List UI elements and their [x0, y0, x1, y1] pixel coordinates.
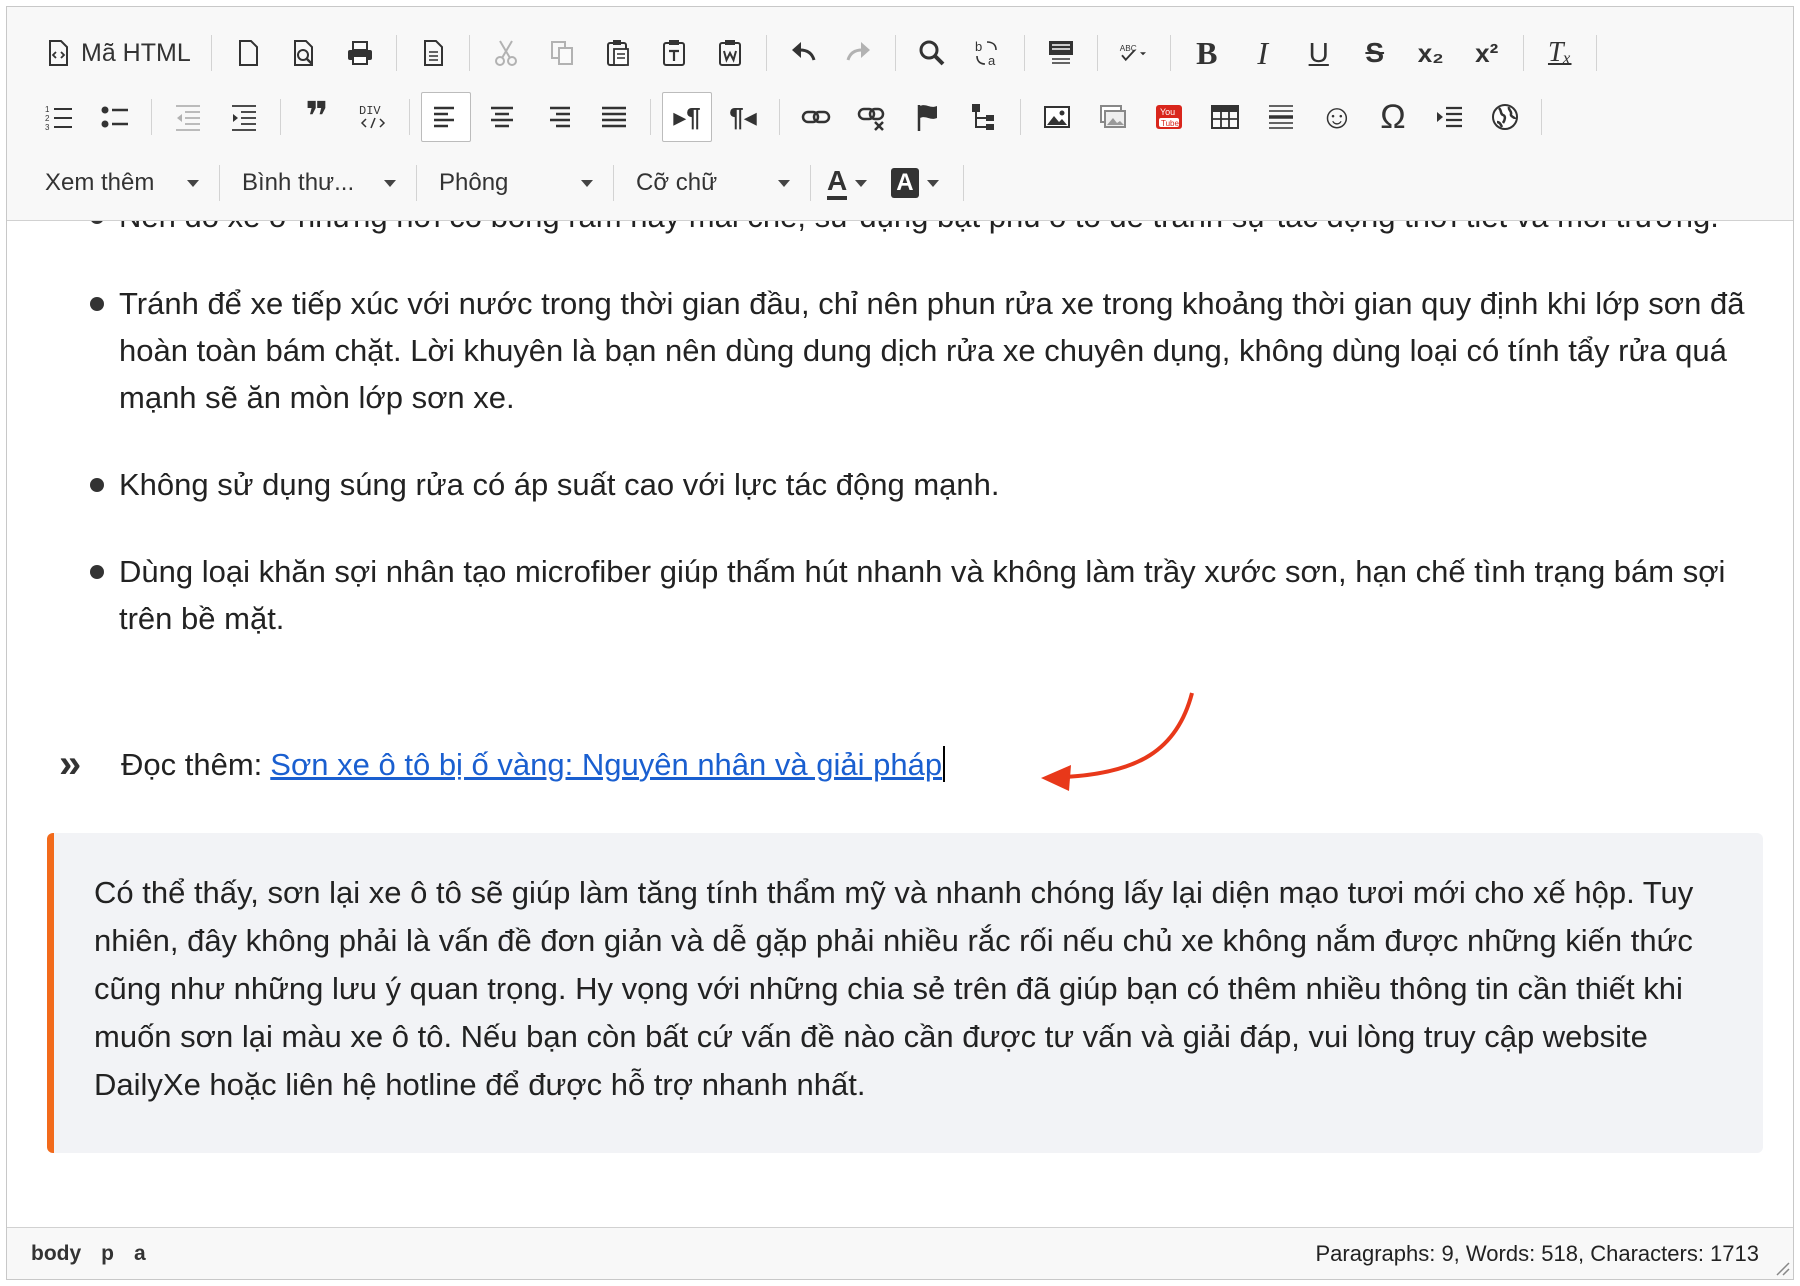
list-item — [119, 280, 1759, 421]
toolbar-separator — [1024, 35, 1025, 71]
svg-text:1: 1 — [45, 105, 50, 114]
search-icon — [917, 38, 947, 68]
align-right-icon — [543, 102, 573, 132]
blockquote-button[interactable] — [292, 92, 342, 142]
toolbar-row-2 — [31, 89, 1550, 145]
bullet-icon — [90, 478, 104, 492]
resize-handle-icon[interactable] — [1773, 1259, 1791, 1277]
ltr-button[interactable] — [662, 92, 712, 142]
template-icon — [418, 38, 448, 68]
paste-word-button[interactable] — [705, 28, 755, 78]
image-icon — [1042, 102, 1072, 132]
print-button[interactable] — [335, 28, 385, 78]
text-cursor — [943, 746, 945, 782]
bullet-icon — [90, 297, 104, 311]
find-button[interactable] — [907, 28, 957, 78]
replace-icon — [973, 38, 1003, 68]
omega-icon: Ω — [1380, 98, 1406, 136]
text-color-button[interactable] — [819, 159, 875, 207]
toolbar-separator — [396, 35, 397, 71]
toolbar-separator — [963, 165, 964, 201]
toolbar-separator — [151, 99, 152, 135]
globe-icon — [1490, 102, 1520, 132]
toolbar-separator — [469, 35, 470, 71]
svg-text:Tube: Tube — [1161, 119, 1179, 128]
clipboard-word-icon — [715, 38, 745, 68]
youtube-icon — [1154, 102, 1184, 132]
unlink-icon — [857, 102, 887, 132]
strikethrough-button[interactable] — [1350, 28, 1400, 78]
svg-text:DIV: DIV — [359, 104, 381, 118]
align-left-button[interactable] — [421, 92, 471, 142]
subscript-icon: x₂ — [1417, 38, 1444, 68]
indent-icon — [229, 102, 259, 132]
copy-button[interactable] — [537, 28, 587, 78]
toolbar-separator — [1596, 35, 1597, 71]
styles-dropdown[interactable] — [31, 159, 211, 207]
rtl-button[interactable] — [718, 92, 768, 142]
div-icon — [358, 102, 388, 132]
toolbar-separator — [766, 35, 767, 71]
toolbar-row-3 — [31, 155, 972, 211]
background-color-button[interactable] — [883, 159, 946, 207]
toolbar-separator — [409, 99, 410, 135]
svg-text:2: 2 — [45, 114, 50, 123]
bold-button[interactable] — [1182, 28, 1232, 78]
svg-text:b: b — [974, 39, 982, 54]
special-char-button[interactable] — [1368, 92, 1418, 142]
link-icon — [801, 102, 831, 132]
toolbar-separator — [280, 99, 281, 135]
bulleted-list — [119, 193, 1759, 682]
bullet-icon — [90, 565, 104, 579]
editor-content-area[interactable] — [7, 221, 1793, 1229]
list-item-text: Tránh để xe tiếp xúc với nước trong thời gian đầu, chỉ nên phun rửa xe trong khoảng thời gian quy định khi lớp sơn đã hoàn toàn bám chặt. Lời khuyên là bạn nên dùng dung dịch rửa xe chuyên dụng, không dùng loại có tính tẩy rửa quá mạnh sẽ ăn mòn lớp sơn xe. — [119, 286, 1745, 415]
printer-icon — [345, 38, 375, 68]
styles-dropdown-label: Xem thêm — [45, 169, 155, 196]
font-size-dropdown-label: Cỡ chữ — [636, 169, 718, 196]
toolbar-separator — [211, 35, 212, 71]
templates-button[interactable] — [408, 28, 458, 78]
source-doc-icon — [43, 38, 73, 68]
svg-text:a: a — [987, 53, 995, 68]
toolbar-separator — [650, 99, 651, 135]
rtl-icon: ¶◂ — [729, 102, 757, 132]
conclusion-text: Có thể thấy, sơn lại xe ô tô sẽ giúp làm tăng tính thẩm mỹ và nhanh chóng lấy lại diện mạo tươi mới cho xế hộp. Tuy nhiên, đây không phải là vấn đề đơn giản và dễ gặp phải nhiều rắc rối nếu chủ xe không nắm được những kiến thức cũng như những lưu ý quan trọng. Hy vọng với những chia sẻ trên đã giúp bạn có thêm nhiều thông tin cần thiết khi muốn sơn lại màu xe ô tô. Nếu bạn còn bất cứ vấn đề nào cần được tư vấn và giải đáp, vui lòng truy cập website DailyXe hoặc liên hệ hotline để được hỗ trợ nhanh nhất. — [94, 875, 1694, 1102]
cut-button[interactable] — [481, 28, 531, 78]
new-page-button[interactable] — [223, 28, 273, 78]
quote-icon: ❞ — [305, 95, 329, 139]
smiley-icon: ☺ — [1319, 98, 1355, 136]
font-dropdown-label: Phông — [439, 169, 509, 196]
path-p[interactable]: p — [101, 1241, 114, 1265]
svg-text:You: You — [1160, 107, 1176, 117]
toolbar-separator — [895, 35, 896, 71]
smiley-button[interactable] — [1312, 92, 1362, 142]
chevron-down-icon — [927, 180, 939, 187]
italic-button[interactable] — [1238, 28, 1288, 78]
page-break-icon — [1434, 102, 1464, 132]
list-item — [119, 548, 1759, 642]
annotation-arrow-icon — [1027, 681, 1227, 811]
italic-icon: I — [1257, 34, 1269, 71]
chevron-down-icon — [581, 180, 593, 187]
outdent-button[interactable] — [163, 92, 213, 142]
horizontal-rule-button[interactable] — [1256, 92, 1306, 142]
indent-button[interactable] — [219, 92, 269, 142]
editor-status-bar — [7, 1227, 1793, 1279]
superscript-icon: x² — [1475, 38, 1499, 68]
source-html-label: Mã HTML — [81, 38, 191, 67]
rich-text-editor — [6, 6, 1794, 1280]
word-count: Paragraphs: 9, Words: 518, Characters: 1713 — [1315, 1240, 1759, 1266]
copy-icon — [547, 38, 577, 68]
superscript-button[interactable] — [1462, 28, 1512, 78]
page-break-button[interactable] — [1424, 92, 1474, 142]
double-chevron-icon: » — [59, 742, 82, 786]
numbered-list-icon — [44, 102, 74, 132]
align-right-button[interactable] — [533, 92, 583, 142]
flag-icon — [913, 102, 943, 132]
ltr-icon: ▸¶ — [673, 102, 701, 132]
insert-tree-button[interactable] — [959, 92, 1009, 142]
read-more-link[interactable]: Sơn xe ô tô bị ố vàng: Nguyên nhân và giải pháp — [270, 746, 943, 782]
clipboard-icon — [603, 38, 633, 68]
svg-text:ABC: ABC — [1119, 43, 1137, 53]
bold-icon: B — [1196, 34, 1218, 71]
undo-icon — [788, 38, 818, 68]
chevron-down-icon — [187, 180, 199, 187]
text-color-icon: A — [827, 166, 847, 200]
align-center-button[interactable] — [477, 92, 527, 142]
spellcheck-button[interactable] — [1109, 28, 1159, 78]
chevron-down-icon — [778, 180, 790, 187]
toolbar-separator — [416, 165, 417, 201]
list-item-text: Không sử dụng súng rửa có áp suất cao với lực tác động mạnh. — [119, 467, 1000, 502]
format-dropdown-label: Bình thư... — [242, 169, 355, 196]
preview-button[interactable] — [279, 28, 329, 78]
table-button[interactable] — [1200, 92, 1250, 142]
format-dropdown[interactable] — [228, 159, 408, 207]
font-size-dropdown[interactable] — [622, 159, 802, 207]
clipboard-text-icon — [659, 38, 689, 68]
outdent-icon — [173, 102, 203, 132]
element-path — [31, 1242, 166, 1266]
toolbar-separator — [1097, 35, 1098, 71]
redo-icon — [844, 38, 874, 68]
subscript-button[interactable] — [1406, 28, 1456, 78]
svg-text:3: 3 — [45, 123, 50, 132]
link-button[interactable] — [791, 92, 841, 142]
read-more-prefix: Đọc thêm: — [121, 746, 263, 782]
remove-format-button[interactable] — [1535, 28, 1585, 78]
path-a[interactable]: a — [134, 1241, 146, 1265]
redo-button[interactable] — [834, 28, 884, 78]
toolbar-separator — [1541, 99, 1542, 135]
read-more-line — [59, 739, 945, 789]
iframe-button[interactable] — [1480, 92, 1530, 142]
underline-icon: U — [1308, 37, 1329, 68]
table-icon — [1210, 102, 1240, 132]
font-dropdown[interactable] — [425, 159, 605, 207]
horizontal-rule-icon — [1266, 102, 1296, 132]
path-body[interactable]: body — [31, 1241, 82, 1265]
youtube-button[interactable] — [1144, 92, 1194, 142]
image-button[interactable] — [1032, 92, 1082, 142]
select-all-icon — [1046, 38, 1076, 68]
chevron-down-icon — [855, 180, 867, 187]
bulleted-list-button[interactable] — [90, 92, 140, 142]
select-all-button[interactable] — [1036, 28, 1086, 78]
list-item-text: Dùng loại khăn sợi nhân tạo microfiber giúp thấm hút nhanh và không làm trầy xước sơn, hạn chế tình trạng bám sợi trên bề mặt. — [119, 554, 1726, 636]
spellcheck-icon — [1119, 38, 1149, 68]
list-item — [119, 461, 1759, 508]
bulleted-list-icon — [100, 102, 130, 132]
source-html-button[interactable] — [34, 28, 200, 78]
chevron-down-icon — [384, 180, 396, 187]
paste-text-button[interactable] — [649, 28, 699, 78]
numbered-list-button[interactable] — [34, 92, 84, 142]
scissors-icon — [491, 38, 521, 68]
editor-toolbar — [7, 7, 1793, 221]
anchor-button[interactable] — [903, 92, 953, 142]
toolbar-separator — [1020, 99, 1021, 135]
justify-icon — [599, 102, 629, 132]
toolbar-separator — [810, 165, 811, 201]
unlink-button[interactable] — [847, 92, 897, 142]
toolbar-separator — [1523, 35, 1524, 71]
paste-button[interactable] — [593, 28, 643, 78]
new-page-icon — [233, 38, 263, 68]
undo-button[interactable] — [778, 28, 828, 78]
align-center-icon — [487, 102, 517, 132]
tree-icon — [969, 102, 999, 132]
toolbar-row-1 — [31, 25, 1605, 81]
toolbar-separator — [613, 165, 614, 201]
gallery-icon — [1098, 102, 1128, 132]
create-div-button[interactable] — [348, 92, 398, 142]
preview-icon — [289, 38, 319, 68]
underline-button[interactable] — [1294, 28, 1344, 78]
justify-button[interactable] — [589, 92, 639, 142]
toolbar-separator — [219, 165, 220, 201]
remove-format-icon: Tₓ — [1547, 37, 1572, 68]
toolbar-separator — [1170, 35, 1171, 71]
replace-button[interactable] — [963, 28, 1013, 78]
background-color-icon: A — [891, 168, 918, 198]
image-gallery-button[interactable] — [1088, 92, 1138, 142]
conclusion-blockquote — [47, 833, 1763, 1153]
align-left-icon — [431, 102, 461, 132]
strikethrough-icon: S — [1365, 37, 1385, 68]
toolbar-separator — [779, 99, 780, 135]
